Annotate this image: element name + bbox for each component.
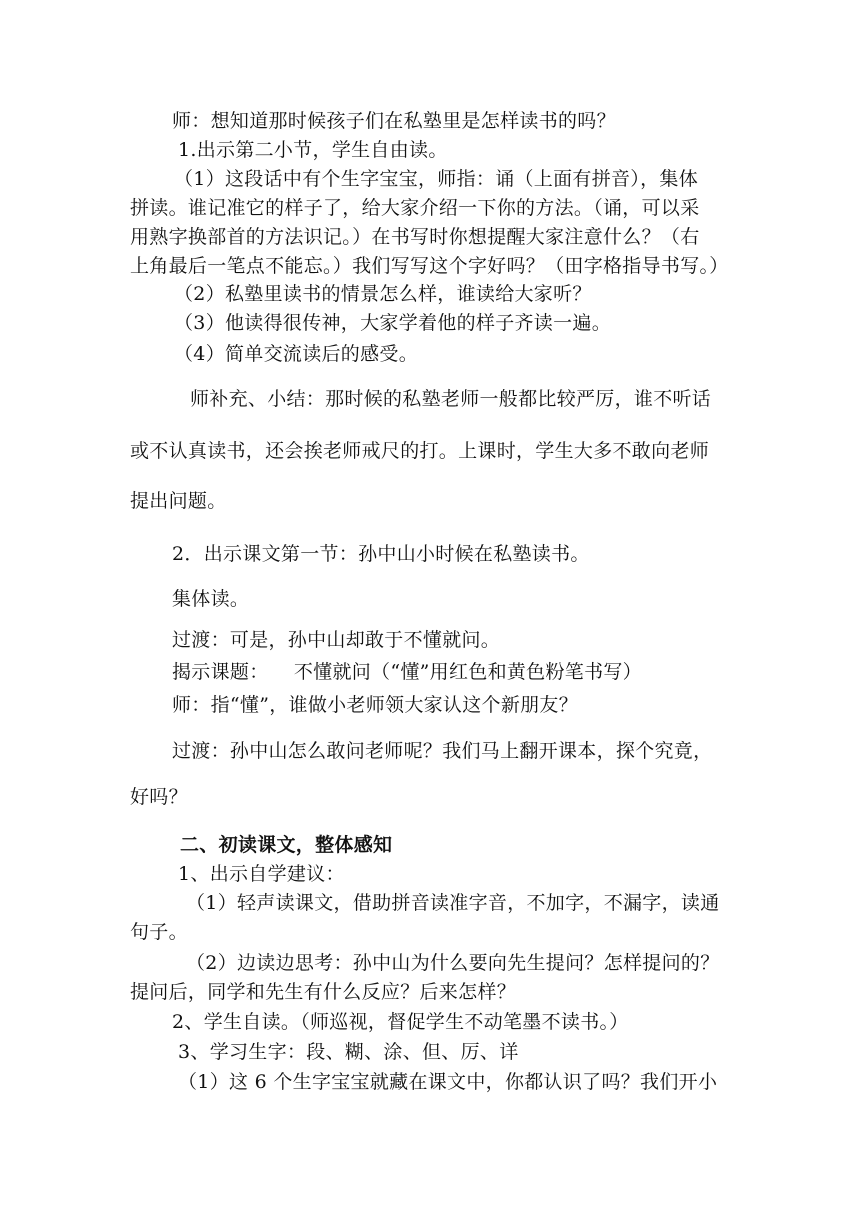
text-line: 师：指“懂”，谁做小老师领大家认这个新朋友？ (172, 693, 579, 716)
text-line: （1）这 6 个生字宝宝就藏在课文中，你都认识了吗？我们开小 (178, 1070, 718, 1093)
text-line: （2）私塾里读书的情景怎么样，谁读给大家听？ (174, 283, 592, 306)
text-line: 提问后，同学和先生有什么反应？后来怎样？ (130, 981, 517, 1004)
text-line: （1）这段话中有个生字宝宝，师指：诵（上面有拼音），集体 (174, 167, 698, 190)
text-line: 上角最后一笔点不能忘。）我们写写这个字好吗？（田字格指导书写。） (130, 254, 729, 277)
text-line: 过渡：可是，孙中山却敢于不懂就问。 (172, 628, 501, 651)
text-line: 2．出示课文第一节：孙中山小时候在私塾读书。 (172, 542, 590, 565)
text-line: 句子。 (130, 921, 188, 943)
text-line: 揭示课题： 不懂就问（“懂”用红色和黄色粉笔书写） (172, 660, 642, 683)
section-heading: 二、初读课文，整体感知 (180, 833, 393, 856)
text-line: 或不认真读书，还会挨老师戒尺的打。上课时，学生大多不敢向老师 (130, 439, 710, 462)
text-line: （2）边读边思考：孙中山为什么要向先生提问？怎样提问的？ (186, 951, 720, 974)
text-line: 拼读。谁记准它的样子了，给大家介绍一下你的方法。（诵，可以采 (130, 196, 700, 219)
text-line: 师：想知道那时候孩子们在私塾里是怎样读书的吗？ (172, 110, 616, 132)
text-line: 1.出示第二小节，学生自由读。 (178, 138, 448, 161)
text-line: 提出问题。 (130, 489, 227, 512)
text-line: 1、出示自学建议： (178, 863, 345, 886)
text-line: 过渡：孙中山怎么敢问老师呢？我们马上翻开课本，探个究竟， (172, 740, 713, 763)
text-line: （4）简单交流读后的感受。 (174, 342, 418, 365)
text-line: 用熟字换部首的方法识记。）在书写时你想提醒大家注意什么？（右 (130, 225, 700, 248)
text-line: （1）轻声读课文，借助拼音读准字音，不加字，不漏字，读通 (186, 892, 720, 915)
text-line: （3）他读得很传神，大家学着他的样子齐读一遍。 (174, 312, 611, 335)
text-line: 2、学生自读。（师巡视，督促学生不动笔墨不读书。） (172, 1011, 629, 1034)
text-line: 师补充、小结：那时候的私塾老师一般都比较严厉，谁不听话 (190, 388, 712, 411)
text-line: 集体读。 (172, 588, 250, 611)
text-line: 好吗？ (130, 786, 188, 809)
text-line: 3、学习生字：段、糊、涂、但、厉、详 (178, 1040, 519, 1063)
